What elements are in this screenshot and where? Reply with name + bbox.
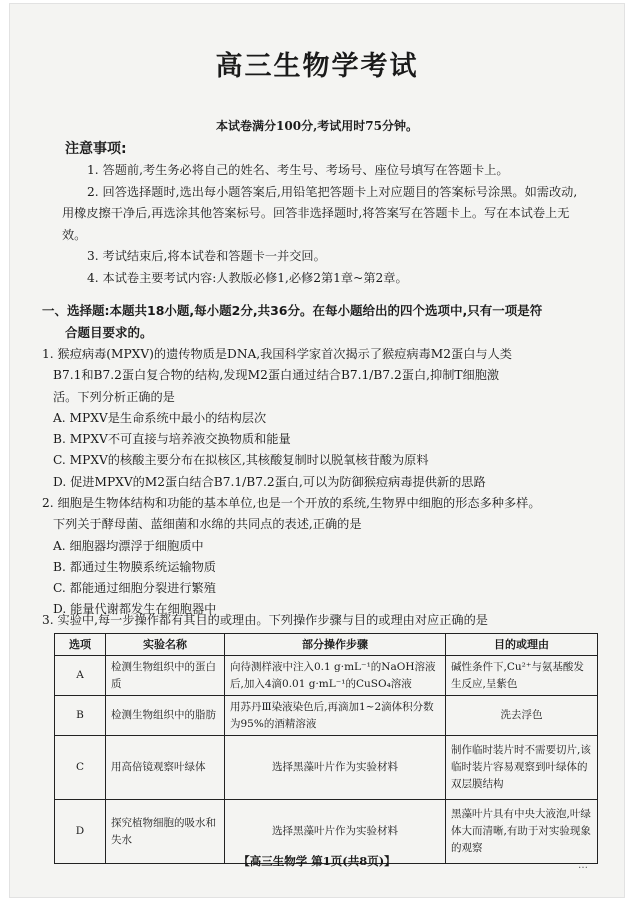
question-3 [42, 610, 597, 631]
row-name: 用高倍镜观察叶绿体 [106, 736, 225, 800]
row-option: A [55, 656, 106, 696]
row-step: 选择黑藻叶片作为实验材料 [225, 800, 446, 864]
option-b: B. MPXV不可直接与培养液交换物质和能量 [53, 432, 291, 447]
notice-heading: 注意事项: [65, 141, 127, 157]
table-header: 实验名称 [106, 634, 225, 656]
row-option: B [55, 696, 106, 736]
row-name: 探究植物细胞的吸水和失水 [106, 800, 225, 864]
option-d: D. 促进MPXV的M2蛋白结合B7.1/B7.2蛋白,可以为防御猴痘病毒提供新的思路 [53, 474, 486, 489]
notice-item: 3. 考试结束后,将本试卷和答题卡一并交回。 [87, 249, 326, 263]
notice-item: 1. 答题前,考生务必将自己的姓名、考生号、考场号、座位号填写在答题卡上。 [87, 163, 509, 177]
section-heading [42, 300, 597, 344]
question-stem: 1. 猴痘病毒(MPXV)的遗传物质是DNA,我国科学家首次揭示了猴痘病毒M2蛋白与人类 [42, 347, 512, 361]
table-header: 目的或理由 [446, 634, 598, 656]
edge-mark: … [578, 860, 588, 871]
row-reason: 黑藻叶片具有中央大液泡,叶绿体大而清晰,有助于对实验现象的观察 [446, 800, 598, 864]
row-option: C [55, 736, 106, 800]
row-reason: 洗去浮色 [446, 696, 598, 736]
row-step: 向待测样液中注入0.1 g·mL⁻¹的NaOH溶液后,加入4滴0.01 g·mL⁻¹的CuSO₄溶液 [225, 656, 446, 696]
row-step: 选择黑藻叶片作为实验材料 [225, 736, 446, 800]
row-reason: 制作临时装片时不需要切片,该临时装片容易观察到叶绿体的双层膜结构 [446, 736, 598, 800]
notice-item: 4. 本试卷主要考试内容:人教版必修1,必修2第1章~第2章。 [87, 270, 408, 285]
question-stem: 3. 实验中,每一步操作都有其目的或理由。下列操作步骤与目的或理由对应正确的是 [42, 613, 488, 627]
option-c: C. 都能通过细胞分裂进行繁殖 [53, 581, 216, 596]
question-stem: B7.1和B7.2蛋白复合物的结构,发现M2蛋白通过结合B7.1/B7.2蛋白,抑制T细胞激 [53, 368, 500, 383]
option-a: A. 细胞器均漂浮于细胞质中 [53, 538, 204, 553]
row-reason: 碱性条件下,Cu²⁺与氨基酸发生反应,呈紫色 [446, 656, 598, 696]
option-c: C. MPXV的核酸主要分布在拟核区,其核酸复制时以脱氧核苷酸为原料 [53, 453, 429, 468]
table-header-row [55, 634, 598, 656]
notice-list [62, 160, 582, 289]
row-name: 检测生物组织中的脂肪 [106, 696, 225, 736]
option-b: B. 都通过生物膜系统运输物质 [53, 559, 216, 574]
question-stem: 活。下列分析正确的是 [53, 389, 175, 404]
table-row [55, 696, 598, 736]
table-header: 选项 [55, 634, 106, 656]
row-name: 检测生物组织中的蛋白质 [106, 656, 225, 696]
table-header: 部分操作步骤 [225, 634, 446, 656]
experiment-table [54, 633, 598, 864]
row-step: 用苏丹Ⅲ染液染色后,再滴加1~2滴体积分数为95%的酒精溶液 [225, 696, 446, 736]
option-d: D. 能量代谢都发生在细胞器中 [53, 602, 217, 617]
question-stem: 下列关于酵母菌、蓝细菌和水绵的共同点的表述,正确的是 [53, 517, 362, 532]
section-line: 合题目要求的。 [65, 325, 153, 340]
notice-item: 2. 回答选择题时,选出每小题答案后,用铅笔把答题卡上对应题目的答案标号涂黑。如需改动,用橡皮擦干净后,再选涂其他答案标号。回答非选择题时,将答案写在答题卡上。写在本试卷上无效。 [62, 184, 578, 242]
option-a: A. MPXV是生命系统中最小的结构层次 [53, 410, 267, 425]
exam-page [10, 4, 624, 897]
page-footer: 【高三生物学 第1页(共8页)】 [238, 854, 396, 868]
table-row [55, 736, 598, 800]
section-line: 一、选择题:本题共18小题,每小题2分,共36分。在每小题给出的四个选项中,只有一项是符 [42, 303, 543, 318]
question-1 [42, 344, 597, 493]
question-stem: 2. 细胞是生物体结构和功能的基本单位,也是一个开放的系统,生物界中细胞的形态多种多样。 [42, 496, 541, 510]
exam-subtitle: 本试卷满分100分,考试用时75分钟。 [216, 119, 418, 133]
row-option: D [55, 800, 106, 864]
table-row [55, 656, 598, 696]
question-2 [42, 493, 597, 621]
page-title: 高三生物学考试 [215, 51, 419, 82]
